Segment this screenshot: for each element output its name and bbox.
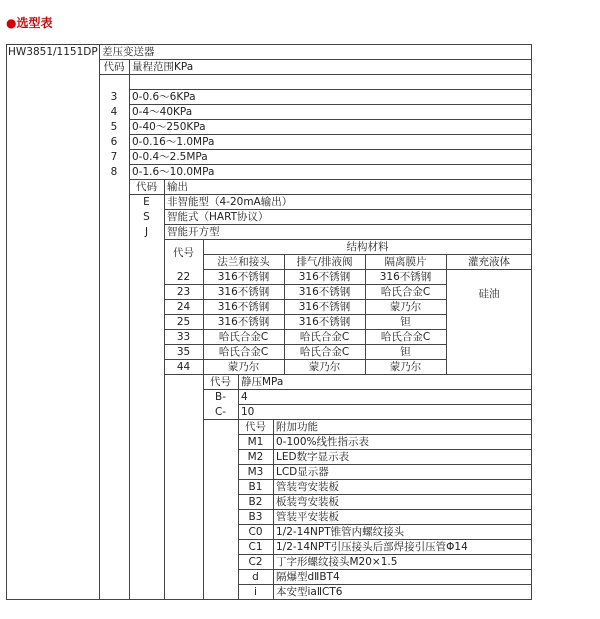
material-flange: 316不锈钢 (217, 271, 270, 283)
option-code: i (254, 586, 257, 598)
section-heading (6, 14, 53, 31)
output-value: 非智能型（4-20mA输出） (167, 196, 293, 208)
material-vent: 316不锈钢 (298, 316, 351, 328)
options-code-header: 代号 (245, 421, 266, 433)
material-code: 22 (176, 271, 191, 283)
option-value: LED数字显示表 (276, 451, 350, 463)
material-flange: 哈氏合金C (218, 346, 269, 358)
material-code: 24 (176, 301, 191, 313)
static-header: 静压MPa (241, 376, 284, 388)
option-value: 管装弯安装板 (276, 481, 339, 493)
option-value: 板装弯安装板 (276, 496, 339, 508)
fill-fluid-value: 硅油 (478, 288, 500, 300)
option-code: M3 (247, 466, 264, 478)
option-code: B3 (248, 511, 263, 523)
static-value: 4 (241, 391, 248, 403)
material-diaphragm: 钽 (400, 346, 411, 358)
range-value: 0-0.4～2.5MPa (132, 151, 208, 163)
range-value: 0-0.16～1.0MPa (132, 136, 215, 148)
heading-text: 选型表 (16, 16, 53, 30)
material-diaphragm: 蒙乃尔 (389, 361, 422, 373)
material-diaphragm: 哈氏合金C (380, 331, 431, 343)
static-code: B- (215, 391, 226, 403)
range-value: 0-1.6～10.0MPa (132, 166, 215, 178)
static-code-header: 代号 (210, 376, 231, 388)
material-vent: 316不锈钢 (298, 301, 351, 313)
option-code: C0 (248, 526, 263, 538)
range-value: 0-0.6～6KPa (132, 91, 196, 103)
option-code: d (252, 571, 259, 583)
material-flange: 316不锈钢 (217, 316, 270, 328)
materials-col-vent: 排气/排液阀 (296, 256, 353, 268)
option-code: B2 (248, 496, 263, 508)
range-code: 3 (110, 91, 118, 103)
option-value: 隔爆型dⅡBT4 (276, 571, 340, 583)
output-code: E (143, 196, 150, 208)
materials-col-flange: 法兰和接头 (217, 256, 270, 268)
material-code: 35 (176, 346, 191, 358)
output-code: J (144, 226, 149, 238)
material-flange: 蒙乃尔 (227, 361, 260, 373)
material-code: 25 (176, 316, 191, 328)
material-diaphragm: 316不锈钢 (379, 271, 432, 283)
static-code: C- (214, 406, 227, 418)
option-value: 1/2-14NPT锥管内螺纹接头 (276, 526, 405, 538)
range-code: 6 (110, 136, 118, 148)
option-code: C2 (248, 556, 263, 568)
material-vent: 316不锈钢 (298, 271, 351, 283)
range-code: 8 (110, 166, 118, 178)
option-value: 本安型iaⅡCT6 (276, 586, 343, 598)
material-vent: 哈氏合金C (299, 346, 350, 358)
material-code: 23 (176, 286, 191, 298)
option-code: C1 (248, 541, 263, 553)
material-code: 33 (176, 331, 191, 343)
option-value: 0-100%线性指示表 (276, 436, 369, 448)
material-diaphragm: 哈氏合金C (380, 286, 431, 298)
material-flange: 哈氏合金C (218, 331, 269, 343)
output-value: 智能式（HART协议） (167, 211, 269, 223)
material-vent: 蒙乃尔 (308, 361, 341, 373)
material-diaphragm: 钽 (400, 316, 411, 328)
option-value: 丁字形螺纹接头M20×1.5 (276, 556, 398, 568)
model-code: HW3851/1151DP (8, 46, 98, 58)
material-vent: 316不锈钢 (298, 286, 351, 298)
materials-col-diaphragm: 隔离膜片 (384, 256, 427, 268)
output-header: 输出 (167, 181, 188, 193)
output-value: 智能开方型 (167, 226, 220, 238)
option-code: M1 (247, 436, 264, 448)
options-header: 附加功能 (276, 421, 318, 433)
range-code: 7 (110, 151, 118, 163)
range-header: 量程范围KPa (132, 61, 194, 73)
materials-code-header: 代号 (173, 247, 194, 259)
materials-col-fill: 灌充液体 (468, 256, 510, 268)
option-code: B1 (248, 481, 263, 493)
bullet-icon: ● (6, 16, 17, 30)
range-code: 4 (110, 106, 118, 118)
material-flange: 316不锈钢 (217, 286, 270, 298)
static-value: 10 (241, 406, 255, 418)
material-vent: 哈氏合金C (299, 331, 350, 343)
range-value: 0-40～250KPa (132, 121, 206, 133)
output-code: S (143, 211, 150, 223)
material-code: 44 (176, 361, 191, 373)
materials-group-header: 结构材料 (346, 241, 389, 253)
option-code: M2 (247, 451, 264, 463)
option-value: LCD显示器 (276, 466, 329, 478)
material-flange: 316不锈钢 (217, 301, 270, 313)
option-value: 管装平安装板 (276, 511, 339, 523)
range-value: 0-4～40KPa (132, 106, 193, 118)
option-value: 1/2-14NPT引压接头后部焊接引压管Φ14 (276, 541, 468, 553)
range-code: 5 (110, 121, 118, 133)
output-code-header: 代码 (136, 181, 157, 193)
material-diaphragm: 蒙乃尔 (389, 301, 422, 313)
range-code-header: 代码 (103, 61, 125, 73)
model-name: 差压变送器 (102, 46, 155, 58)
